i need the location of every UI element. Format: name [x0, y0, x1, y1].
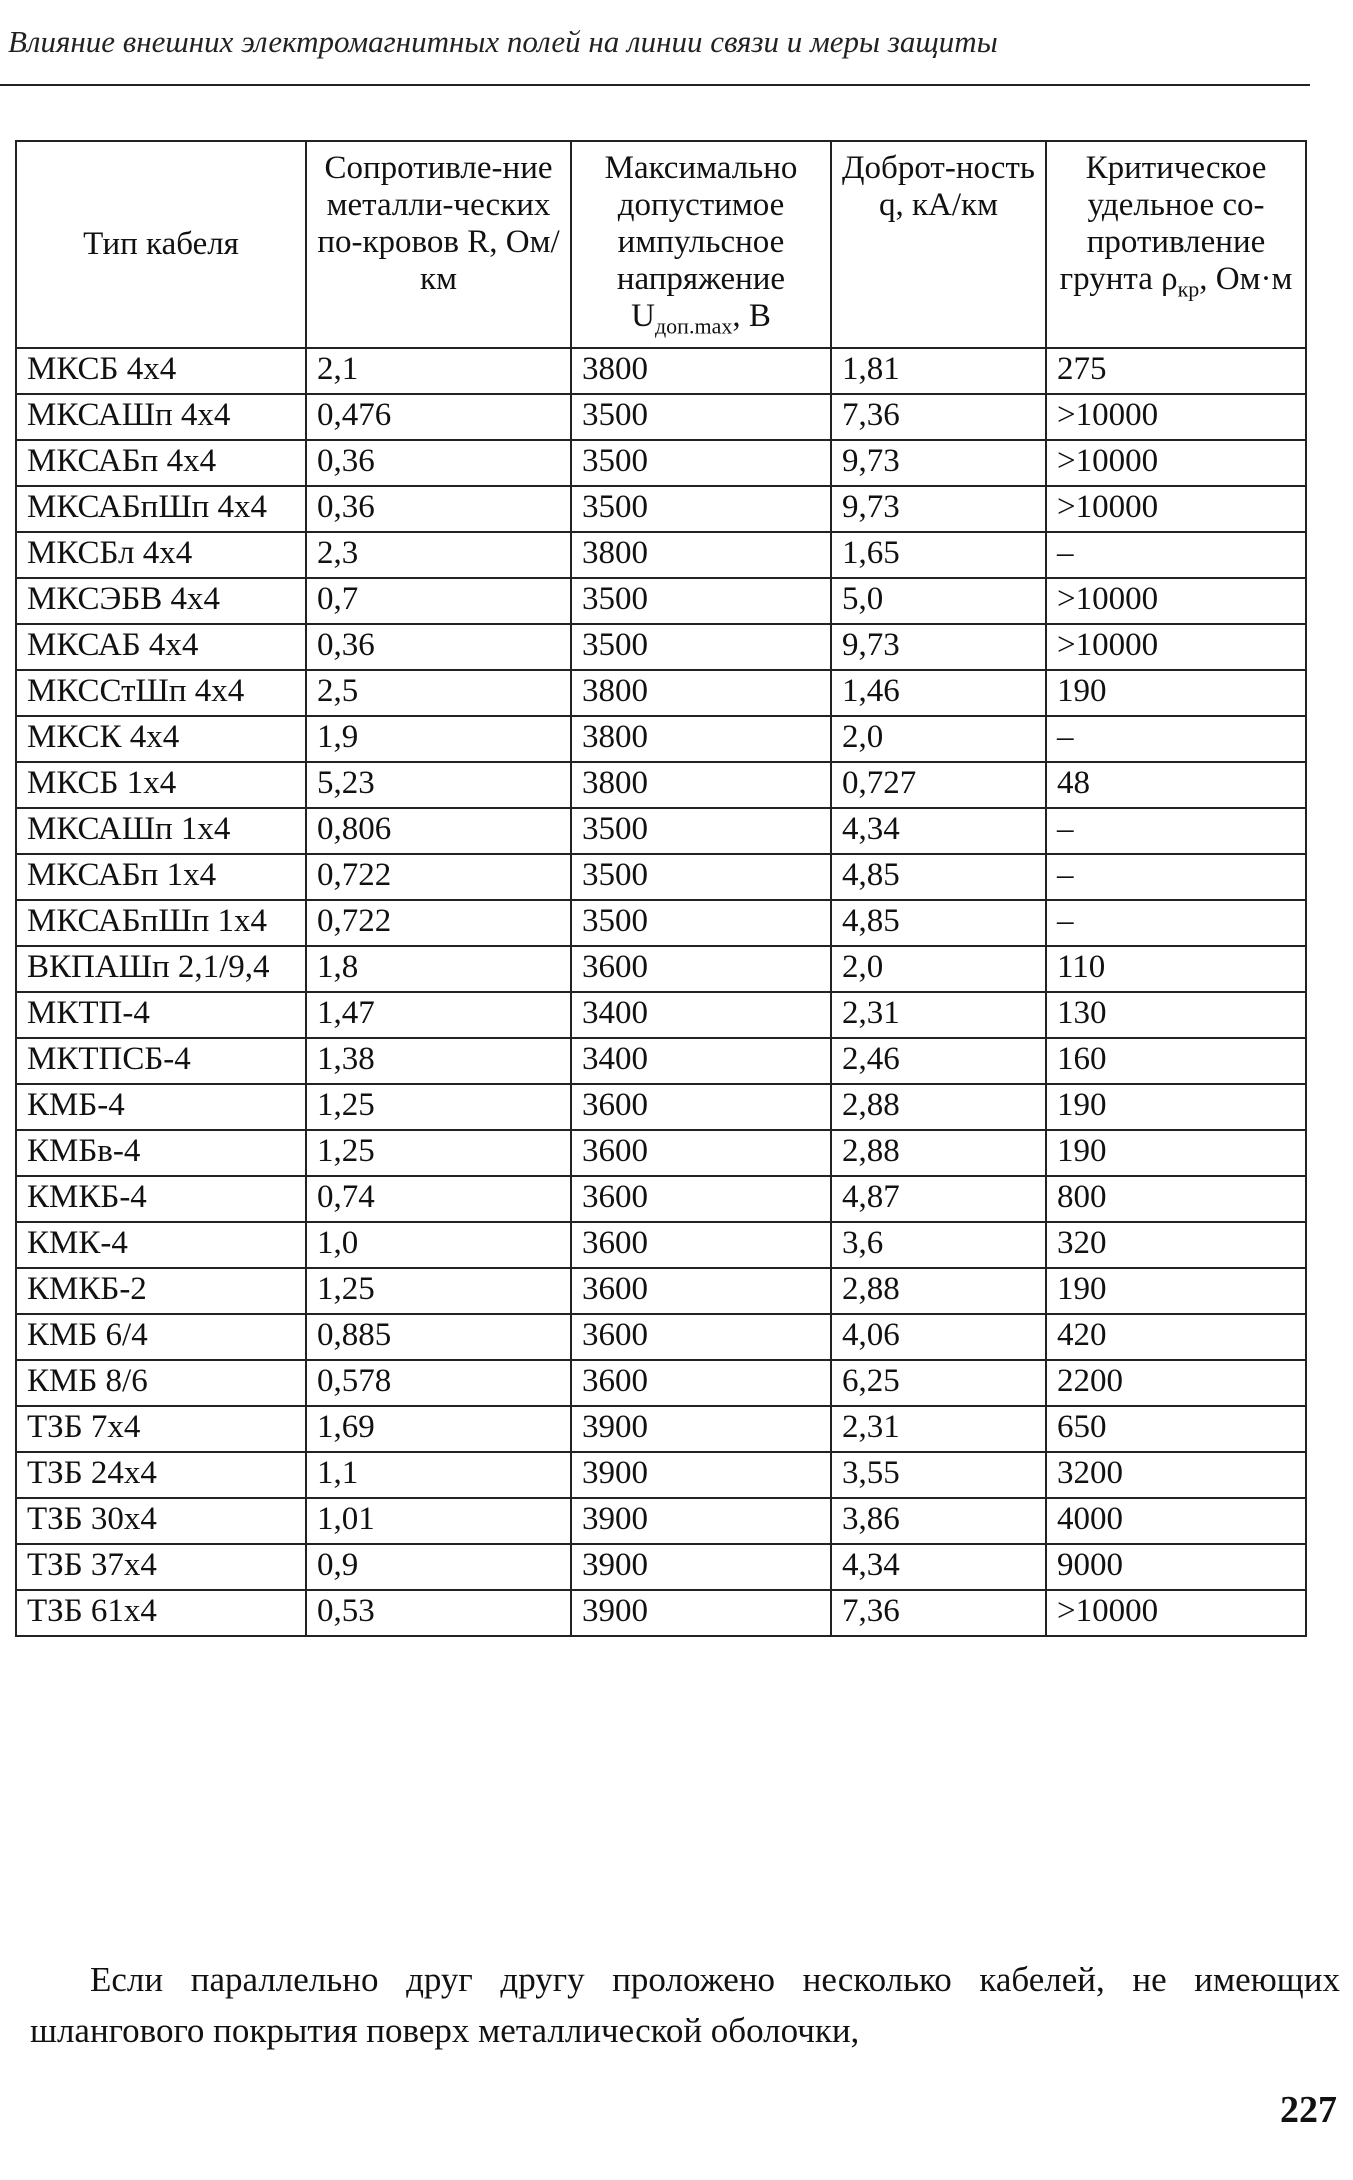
header-max-voltage — [571, 141, 831, 348]
cell-critical-resistivity: 3200 — [1046, 1452, 1306, 1498]
cell-max-voltage: 3500 — [571, 440, 831, 486]
cell-resistance: 1,25 — [306, 1084, 571, 1130]
table-row — [16, 762, 1306, 808]
cell-resistance: 1,25 — [306, 1130, 571, 1176]
table-row — [16, 1222, 1306, 1268]
cell-quality-factor: 2,0 — [831, 716, 1046, 762]
cell-critical-resistivity: 800 — [1046, 1176, 1306, 1222]
header-max-voltage-text: Максимально допустимое импульсное напряжение U — [604, 150, 798, 334]
cell-cable-type: КМБ-4 — [16, 1084, 306, 1130]
running-head: Влияние внешних электромагнитных полей на линии связи и меры защиты — [8, 24, 998, 59]
table-row — [16, 1406, 1306, 1452]
cell-quality-factor: 9,73 — [831, 486, 1046, 532]
cell-max-voltage: 3500 — [571, 808, 831, 854]
cell-quality-factor: 4,34 — [831, 1544, 1046, 1590]
header-critical-resistivity-subscript: кр — [1177, 276, 1200, 302]
cell-max-voltage: 3800 — [571, 348, 831, 394]
cell-resistance: 1,38 — [306, 1038, 571, 1084]
cell-max-voltage: 3500 — [571, 578, 831, 624]
cell-critical-resistivity: 130 — [1046, 992, 1306, 1038]
cell-max-voltage: 3900 — [571, 1590, 831, 1636]
cell-resistance: 2,1 — [306, 348, 571, 394]
table-row — [16, 1314, 1306, 1360]
cell-cable-type: ТЗБ 37х4 — [16, 1544, 306, 1590]
cell-critical-resistivity: 48 — [1046, 762, 1306, 808]
table-row — [16, 1590, 1306, 1636]
cell-critical-resistivity: – — [1046, 808, 1306, 854]
cell-quality-factor: 3,86 — [831, 1498, 1046, 1544]
header-resistance: Сопротивле-ние металли-ческих по-кровов R, Ом/км — [306, 141, 571, 348]
cell-cable-type: ВКПАШп 2,1/9,4 — [16, 946, 306, 992]
cell-cable-type: МКСАШп 4х4 — [16, 394, 306, 440]
cell-resistance: 0,722 — [306, 854, 571, 900]
cell-resistance: 1,69 — [306, 1406, 571, 1452]
cell-resistance: 0,476 — [306, 394, 571, 440]
table-row — [16, 1452, 1306, 1498]
cell-cable-type: МКСБ 1х4 — [16, 762, 306, 808]
cell-critical-resistivity: 190 — [1046, 670, 1306, 716]
cell-cable-type: ТЗБ 7х4 — [16, 1406, 306, 1452]
cell-quality-factor: 4,34 — [831, 808, 1046, 854]
cell-cable-type: КМКБ-2 — [16, 1268, 306, 1314]
cell-critical-resistivity: 190 — [1046, 1130, 1306, 1176]
header-critical-resistivity — [1046, 141, 1306, 348]
cell-quality-factor: 9,73 — [831, 440, 1046, 486]
cell-resistance: 2,3 — [306, 532, 571, 578]
cell-quality-factor: 2,31 — [831, 1406, 1046, 1452]
cell-max-voltage: 3600 — [571, 1222, 831, 1268]
cell-quality-factor: 6,25 — [831, 1360, 1046, 1406]
cell-critical-resistivity: 2200 — [1046, 1360, 1306, 1406]
cell-critical-resistivity: – — [1046, 716, 1306, 762]
cell-critical-resistivity: >10000 — [1046, 486, 1306, 532]
cell-resistance: 0,9 — [306, 1544, 571, 1590]
cell-resistance: 5,23 — [306, 762, 571, 808]
cell-cable-type: КМБв-4 — [16, 1130, 306, 1176]
cell-critical-resistivity: >10000 — [1046, 1590, 1306, 1636]
cell-resistance: 0,806 — [306, 808, 571, 854]
cell-cable-type: КМКБ-4 — [16, 1176, 306, 1222]
table-row — [16, 486, 1306, 532]
cell-max-voltage: 3600 — [571, 1176, 831, 1222]
table-row — [16, 900, 1306, 946]
cell-critical-resistivity: 320 — [1046, 1222, 1306, 1268]
cell-critical-resistivity: 190 — [1046, 1268, 1306, 1314]
cell-quality-factor: 1,81 — [831, 348, 1046, 394]
cell-max-voltage: 3600 — [571, 1314, 831, 1360]
cell-cable-type: МКСК 4х4 — [16, 716, 306, 762]
cell-quality-factor: 4,06 — [831, 1314, 1046, 1360]
cell-cable-type: МКСЭБВ 4х4 — [16, 578, 306, 624]
cable-parameters-table — [15, 140, 1307, 1637]
cell-cable-type: МКСАШп 1х4 — [16, 808, 306, 854]
cell-max-voltage: 3500 — [571, 624, 831, 670]
cell-cable-type: ТЗБ 30х4 — [16, 1498, 306, 1544]
cell-quality-factor: 9,73 — [831, 624, 1046, 670]
cell-resistance: 1,8 — [306, 946, 571, 992]
cell-resistance: 0,7 — [306, 578, 571, 624]
cell-quality-factor: 2,46 — [831, 1038, 1046, 1084]
cell-critical-resistivity: 275 — [1046, 348, 1306, 394]
cell-cable-type: МКСАБ 4х4 — [16, 624, 306, 670]
cell-critical-resistivity: 160 — [1046, 1038, 1306, 1084]
cell-cable-type: МКСАБп 4х4 — [16, 440, 306, 486]
cell-quality-factor: 4,85 — [831, 900, 1046, 946]
header-cable-type: Тип кабеля — [16, 141, 306, 348]
table-row — [16, 854, 1306, 900]
cell-max-voltage: 3800 — [571, 532, 831, 578]
cell-resistance: 1,9 — [306, 716, 571, 762]
cell-critical-resistivity: – — [1046, 900, 1306, 946]
cell-max-voltage: 3600 — [571, 1084, 831, 1130]
cell-critical-resistivity: 420 — [1046, 1314, 1306, 1360]
cell-quality-factor: 2,88 — [831, 1084, 1046, 1130]
cell-quality-factor: 1,46 — [831, 670, 1046, 716]
table-body — [16, 348, 1306, 1636]
cell-max-voltage: 3900 — [571, 1544, 831, 1590]
cell-critical-resistivity: >10000 — [1046, 578, 1306, 624]
table-row — [16, 1498, 1306, 1544]
table-row — [16, 624, 1306, 670]
cell-cable-type: ТЗБ 24х4 — [16, 1452, 306, 1498]
cell-quality-factor: 7,36 — [831, 1590, 1046, 1636]
cell-max-voltage: 3900 — [571, 1406, 831, 1452]
table-row — [16, 578, 1306, 624]
header-critical-resistivity-text: Критическое удельное со-противление грунта ρ — [1059, 150, 1267, 297]
cell-resistance: 0,885 — [306, 1314, 571, 1360]
cell-resistance: 1,47 — [306, 992, 571, 1038]
cell-max-voltage: 3500 — [571, 900, 831, 946]
cell-quality-factor: 5,0 — [831, 578, 1046, 624]
cell-cable-type: МКТП-4 — [16, 992, 306, 1038]
header-max-voltage-unit: , В — [732, 297, 771, 334]
table-row — [16, 1130, 1306, 1176]
cell-resistance: 1,1 — [306, 1452, 571, 1498]
cell-critical-resistivity: – — [1046, 532, 1306, 578]
cell-cable-type: МКСБ 4х4 — [16, 348, 306, 394]
table-row — [16, 394, 1306, 440]
cell-resistance: 0,722 — [306, 900, 571, 946]
cell-max-voltage: 3900 — [571, 1452, 831, 1498]
header-rule — [0, 84, 1310, 86]
cell-critical-resistivity: >10000 — [1046, 394, 1306, 440]
page-number: 227 — [1280, 2089, 1337, 2131]
header-quality-factor: Доброт-ность q, кА/км — [831, 141, 1046, 348]
cell-quality-factor: 2,88 — [831, 1268, 1046, 1314]
cell-critical-resistivity: 190 — [1046, 1084, 1306, 1130]
cell-max-voltage: 3400 — [571, 992, 831, 1038]
cell-resistance: 0,36 — [306, 440, 571, 486]
cell-cable-type: КМБ 8/6 — [16, 1360, 306, 1406]
cell-max-voltage: 3500 — [571, 854, 831, 900]
cell-critical-resistivity: 650 — [1046, 1406, 1306, 1452]
cell-resistance: 1,25 — [306, 1268, 571, 1314]
cell-quality-factor: 3,55 — [831, 1452, 1046, 1498]
cell-cable-type: МКСБл 4х4 — [16, 532, 306, 578]
table-row — [16, 808, 1306, 854]
cell-resistance: 0,74 — [306, 1176, 571, 1222]
cell-critical-resistivity: 110 — [1046, 946, 1306, 992]
cell-cable-type: МКСАБпШп 1х4 — [16, 900, 306, 946]
cell-max-voltage: 3900 — [571, 1498, 831, 1544]
cell-critical-resistivity: 9000 — [1046, 1544, 1306, 1590]
header-max-voltage-subscript: доп.max — [654, 313, 733, 339]
table-row — [16, 1176, 1306, 1222]
table-row — [16, 440, 1306, 486]
table-header-row — [16, 141, 1306, 348]
table-row — [16, 532, 1306, 578]
cell-cable-type: ТЗБ 61х4 — [16, 1590, 306, 1636]
cell-critical-resistivity: – — [1046, 854, 1306, 900]
table-row — [16, 1360, 1306, 1406]
cell-cable-type: МКССтШп 4х4 — [16, 670, 306, 716]
cell-resistance: 0,53 — [306, 1590, 571, 1636]
table-row — [16, 1084, 1306, 1130]
table-row — [16, 992, 1306, 1038]
cell-resistance: 0,578 — [306, 1360, 571, 1406]
cell-max-voltage: 3600 — [571, 1268, 831, 1314]
cell-cable-type: МКТПСБ-4 — [16, 1038, 306, 1084]
cell-resistance: 0,36 — [306, 624, 571, 670]
cell-max-voltage: 3800 — [571, 762, 831, 808]
cell-max-voltage: 3600 — [571, 1360, 831, 1406]
cell-max-voltage: 3500 — [571, 394, 831, 440]
cell-quality-factor: 7,36 — [831, 394, 1046, 440]
cell-critical-resistivity: >10000 — [1046, 624, 1306, 670]
cell-quality-factor: 2,88 — [831, 1130, 1046, 1176]
cell-quality-factor: 4,85 — [831, 854, 1046, 900]
cell-quality-factor: 1,65 — [831, 532, 1046, 578]
table-row — [16, 1268, 1306, 1314]
table-row — [16, 1544, 1306, 1590]
cell-max-voltage: 3800 — [571, 670, 831, 716]
cell-resistance: 0,36 — [306, 486, 571, 532]
table-row — [16, 946, 1306, 992]
table-row — [16, 670, 1306, 716]
body-paragraph: Если параллельно друг другу проложено несколько кабелей, не имеющих шлангового покрытия поверх металлической оболочки, — [30, 1960, 1340, 2050]
cell-cable-type: МКСАБпШп 4х4 — [16, 486, 306, 532]
cell-quality-factor: 2,31 — [831, 992, 1046, 1038]
cell-max-voltage: 3500 — [571, 486, 831, 532]
cell-cable-type: КМБ 6/4 — [16, 1314, 306, 1360]
cell-critical-resistivity: >10000 — [1046, 440, 1306, 486]
table-row — [16, 1038, 1306, 1084]
table-row — [16, 716, 1306, 762]
cell-max-voltage: 3800 — [571, 716, 831, 762]
cell-max-voltage: 3600 — [571, 1130, 831, 1176]
cell-max-voltage: 3400 — [571, 1038, 831, 1084]
cell-resistance: 1,01 — [306, 1498, 571, 1544]
cell-resistance: 2,5 — [306, 670, 571, 716]
cell-quality-factor: 0,727 — [831, 762, 1046, 808]
cell-cable-type: КМК-4 — [16, 1222, 306, 1268]
cell-max-voltage: 3600 — [571, 946, 831, 992]
cell-quality-factor: 4,87 — [831, 1176, 1046, 1222]
header-critical-resistivity-unit: , Ом·м — [1199, 260, 1293, 297]
table-row — [16, 348, 1306, 394]
cell-cable-type: МКСАБп 1х4 — [16, 854, 306, 900]
cell-quality-factor: 3,6 — [831, 1222, 1046, 1268]
cell-critical-resistivity: 4000 — [1046, 1498, 1306, 1544]
cell-quality-factor: 2,0 — [831, 946, 1046, 992]
cell-resistance: 1,0 — [306, 1222, 571, 1268]
